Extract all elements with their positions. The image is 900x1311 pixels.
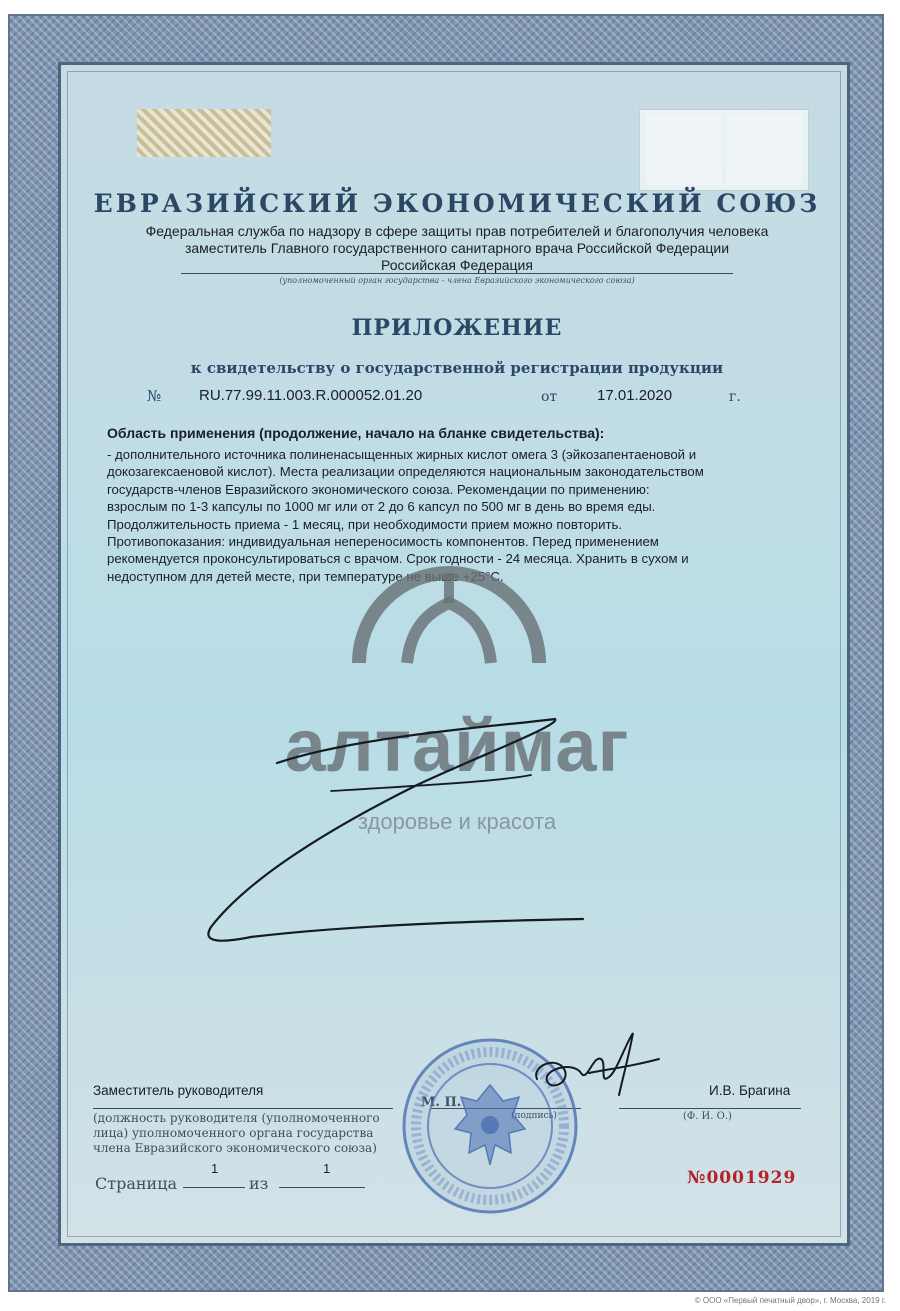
- scope-line: государств-членов Евразийского экономического союза. Рекомендации по применению:: [107, 481, 650, 497]
- printer-note: © ООО «Первый печатный двор», г. Москва, 2019 г.: [694, 1296, 886, 1305]
- handwritten-signature-icon: [529, 1025, 669, 1105]
- signatory-name: И.В. Брагина: [709, 1083, 791, 1098]
- position-caption: [93, 1111, 413, 1156]
- barcode-area: [639, 109, 809, 191]
- watermark-brand: алтаймаг: [284, 704, 630, 787]
- scope-line: рекомендуется проконсультироваться с врачом. Срок годности - 24 месяца. Хранить в сухом и: [107, 551, 689, 567]
- watermark-tagline: здоровье и красота: [357, 809, 557, 834]
- document-body: [58, 62, 850, 1246]
- scope-line: взрослым по 1-3 капсулы по 1000 мг или от 2 до 6 капсул по 500 мг в день во время еды.: [107, 499, 656, 515]
- page-total: 1: [323, 1161, 331, 1176]
- fio-caption: (Ф. И. О.): [683, 1111, 732, 1122]
- issuing-authority: [81, 223, 833, 274]
- position-caption-line: (должность руководителя (уполномоченного: [93, 1111, 380, 1125]
- scope-heading: Область применения (продолжение, начало на бланке свидетельства):: [107, 425, 605, 441]
- of-label: из: [249, 1174, 269, 1193]
- registration-number: RU.77.99.11.003.R.000052.01.20: [199, 387, 423, 404]
- authority-caption: (уполномоченный орган государства - члена Евразийского экономического союза): [279, 276, 635, 285]
- position-caption-line: члена Евразийского экономического союза): [93, 1141, 377, 1155]
- registration-date: 17.01.2020: [597, 387, 673, 404]
- date-label: от: [541, 389, 558, 405]
- scope-line: недоступном для детей месте, при температуре не выше +25°С.: [107, 568, 504, 584]
- union-title: ЕВРАЗИЙСКИЙ ЭКОНОМИЧЕСКИЙ СОЮЗ: [93, 189, 821, 218]
- signatory-position: Заместитель руководителя: [93, 1083, 264, 1098]
- position-caption-line: лица) уполномоченного органа государства: [93, 1126, 374, 1140]
- barcode-block: [646, 114, 722, 186]
- authority-line: заместитель Главного государственного санитарного врача Российской Федерации: [184, 240, 730, 256]
- serial-number: №0001929: [687, 1168, 797, 1188]
- scope-line: Продолжительность приема - 1 месяц, при необходимости прием можно повторить.: [107, 516, 623, 532]
- year-suffix: г.: [729, 389, 741, 405]
- page-label: Страница: [95, 1174, 178, 1193]
- scope-line: Противопоказания: индивидуальная непереносимость компонентов. Перед применением: [107, 534, 659, 550]
- hologram-sticker: [137, 109, 271, 157]
- page-total-underline: [279, 1187, 365, 1188]
- page-title: ПРИЛОЖЕНИЕ: [351, 315, 563, 341]
- position-underline: [93, 1108, 393, 1109]
- authority-underline: [181, 273, 733, 274]
- z-cancellation-mark-icon: [181, 625, 601, 945]
- page-number: 1: [211, 1161, 219, 1176]
- number-label: №: [147, 387, 162, 405]
- name-underline: [619, 1108, 801, 1109]
- barcode-block: [726, 114, 802, 186]
- page-number-underline: [183, 1187, 245, 1188]
- scope-line: докозагексаеновой кислот). Места реализации определяются национальным законодательством: [107, 464, 704, 480]
- page-subtitle: к свидетельству о государственной регистрации продукции: [190, 359, 724, 377]
- authority-line: Федеральная служба по надзору в сфере защиты прав потребителей и благополучия человека: [145, 223, 769, 239]
- authority-line: Российская Федерация: [381, 257, 533, 273]
- scope-line: - дополнительного источника полиненасыщенных жирных кислот омега 3 (эйкозапентаеновой и: [107, 447, 697, 462]
